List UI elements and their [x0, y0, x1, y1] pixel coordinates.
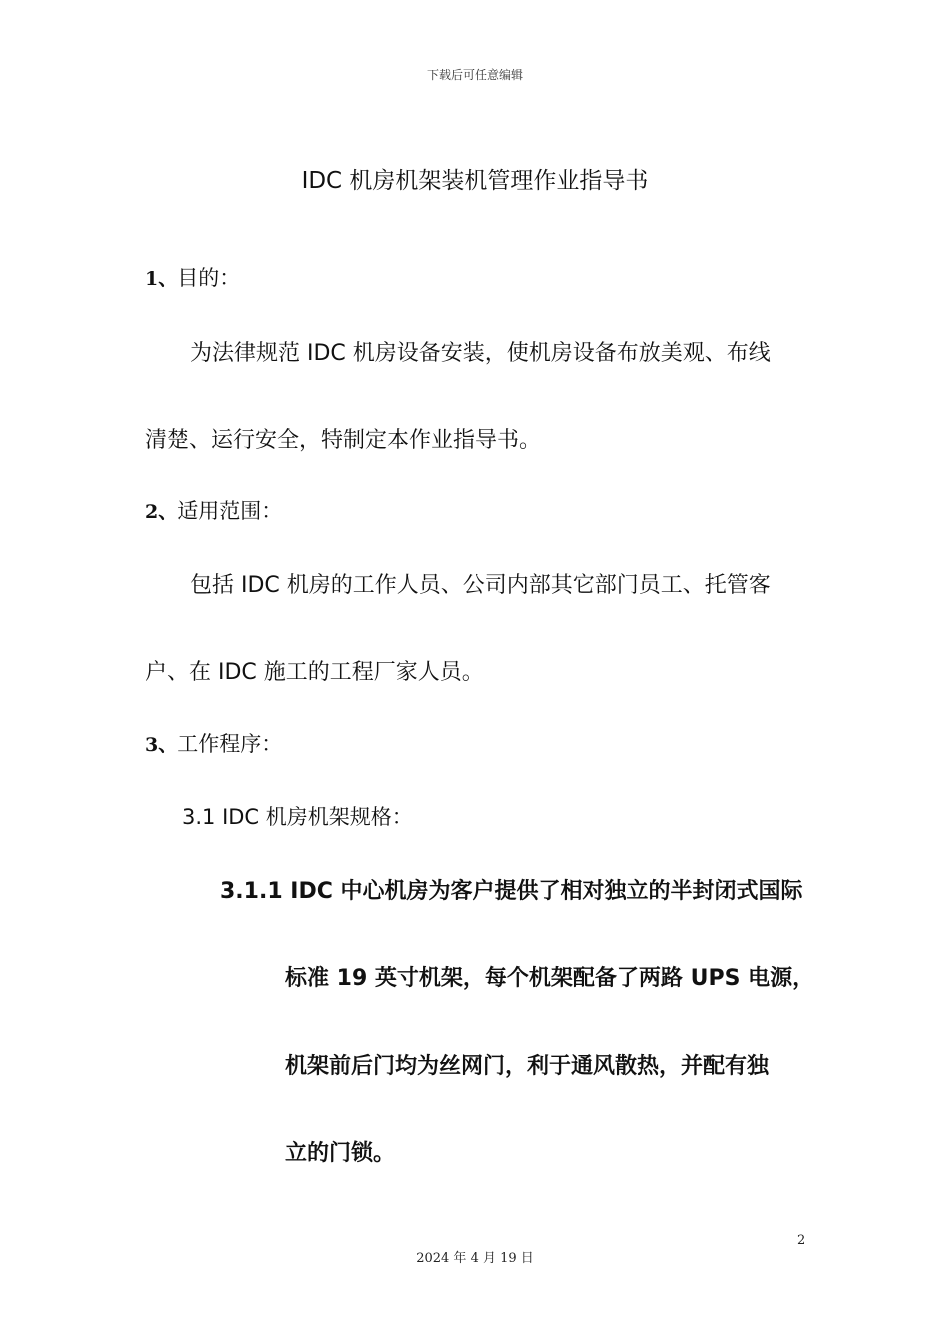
header-note: 下载后可任意编辑 [426, 68, 523, 82]
section-1-title: 目的： [177, 266, 241, 290]
section-3-1-heading: 3.1 IDC 机房机架规格： [182, 805, 413, 829]
section-2-number: 2、 [145, 501, 178, 523]
section-3-title: 工作程序： [177, 732, 283, 756]
section-1-number: 1、 [145, 268, 178, 290]
section-3-number: 3、 [145, 734, 178, 756]
section-1-para-line-1: 为法律规范 IDC 机房设备安装，使机房设备布放美观、布线 [190, 341, 771, 366]
footer-date: 2024 年 4 月 19 日 [416, 1251, 534, 1266]
item-3-1-1-line-1: 3.1.1 IDC 中心机房为客户提供了相对独立的半封闭式国际 [220, 879, 803, 904]
page-number: 2 [797, 1233, 806, 1248]
section-2-heading [145, 495, 282, 525]
section-1-heading [145, 262, 240, 292]
section-1-para-line-2: 清楚、运行安全，特制定本作业指导书。 [145, 428, 542, 453]
section-2-para-line-1: 包括 IDC 机房的工作人员、公司内部其它部门员工、托管客 [190, 573, 771, 598]
item-3-1-1-line-3: 机架前后门均为丝网门，利于通风散热，并配有独 [285, 1054, 770, 1079]
item-3-1-1-line-2: 标准 19 英寸机架，每个机架配备了两路 UPS 电源， [285, 966, 815, 991]
section-2-title: 适用范围： [177, 499, 283, 523]
section-2-para-line-2: 户、在 IDC 施工的工程厂家人员。 [145, 660, 484, 685]
document-title: IDC 机房机架装机管理作业指导书 [301, 168, 649, 194]
section-3-heading [145, 728, 282, 758]
item-3-1-1-line-4: 立的门锁。 [285, 1141, 396, 1166]
